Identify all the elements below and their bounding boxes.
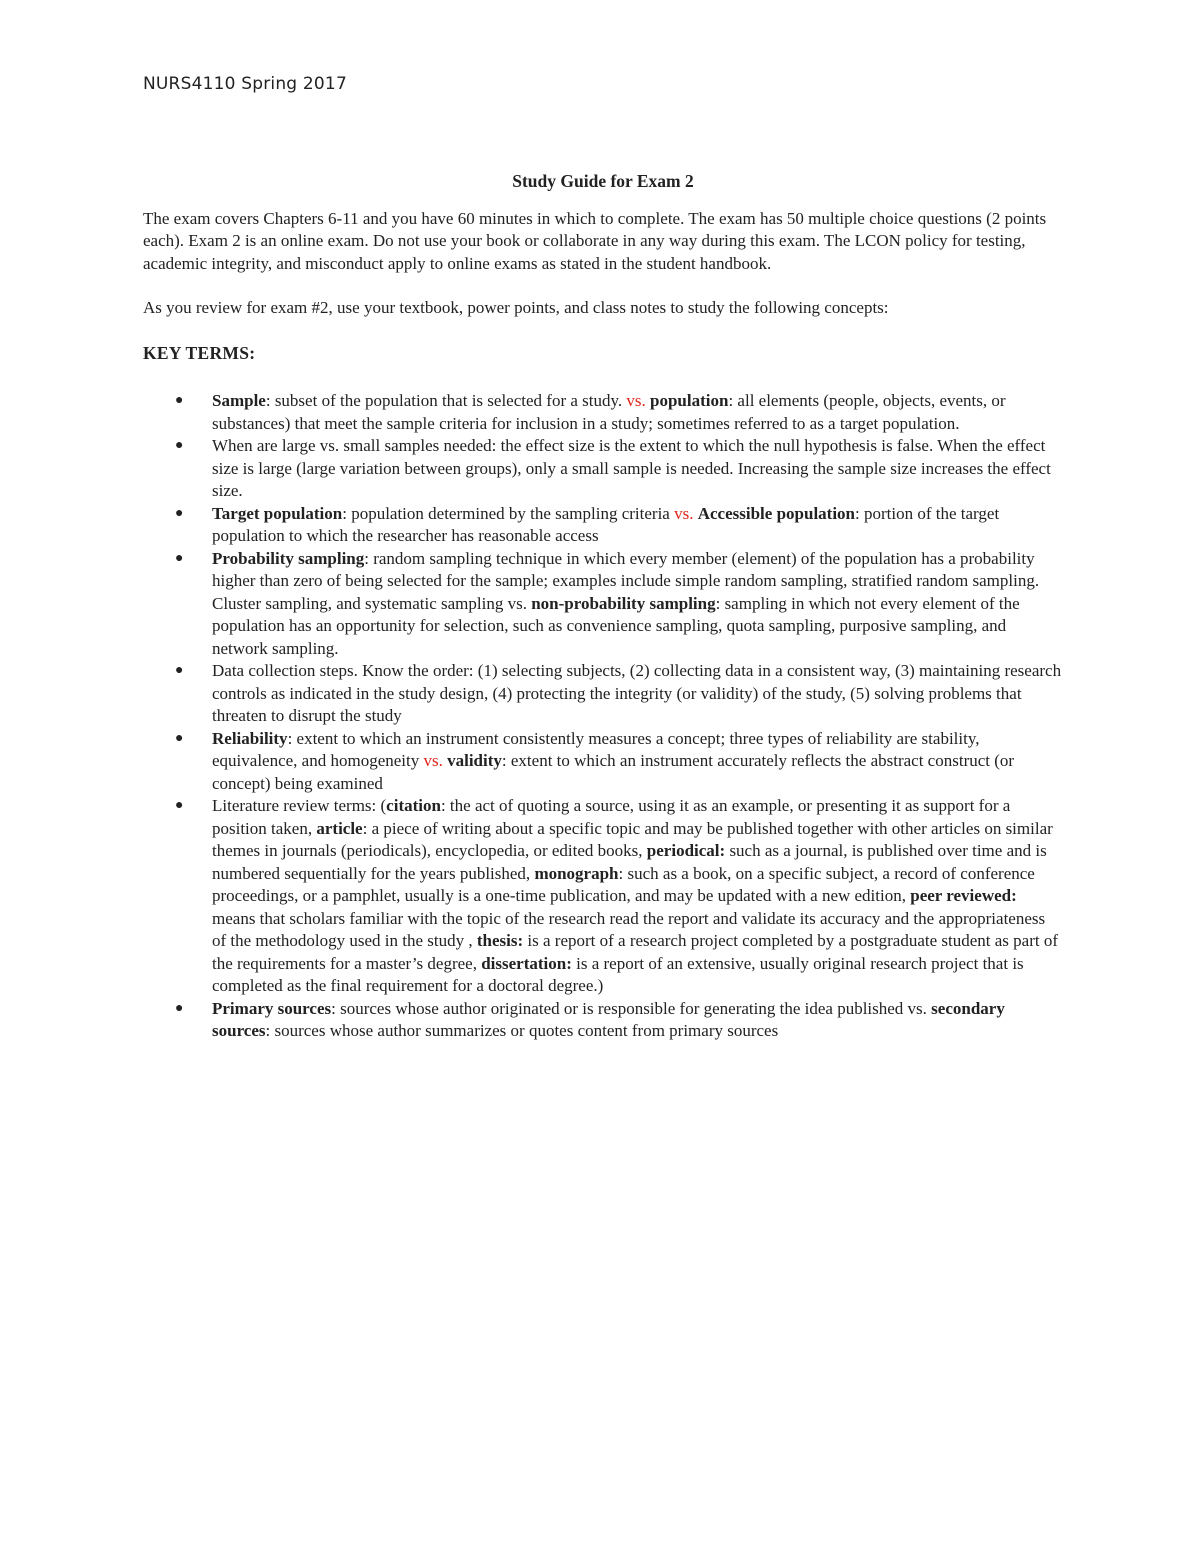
term-bold: Accessible population <box>697 503 856 523</box>
bullet-icon: ● <box>175 798 184 813</box>
list-item-sample-size <box>143 435 1063 503</box>
term-text: : all elements (people, objects, events, or substances) that meet the sample criteria for inclusion in a study; sometimes referred to as a target population. <box>212 391 1006 433</box>
term-bold: thesis: <box>476 931 524 950</box>
term-bold: Primary sources <box>212 998 332 1018</box>
key-terms-list <box>143 390 1063 1043</box>
list-item-data-collection <box>143 660 1063 728</box>
term-text: means that scholars familiar with the topic of the research read the report and validate its accuracy and the appropriateness of the methodology used in the study , <box>212 908 1046 950</box>
list-item-reliability <box>143 728 1063 796</box>
vs-marker: vs. <box>626 391 646 410</box>
vs-marker: vs. <box>423 751 443 770</box>
term-text: : such as a book, on a specific subject, a record of conference proceedings, or a pamphlet, usually is a one-time publication, and may be updated with a new edition, <box>212 863 1035 905</box>
term-text: When are large vs. small samples needed: the effect size is the extent to which the null hypothesis is false. When the effect size is large (large variation between groups), only a small sample is needed. Increasing the sample size increases the effect size. <box>212 436 1051 500</box>
term-text: : sources whose author originated or is responsible for generating the idea published vs. <box>331 998 932 1018</box>
term-text: is a report of an extensive, usually original research project that is completed as the final requirement for a doctoral degree.) <box>212 953 1024 995</box>
list-item-sample <box>143 390 1063 435</box>
term-bold: peer reviewed: <box>910 886 1017 905</box>
term-bold: Probability sampling <box>212 548 365 568</box>
term-text: : extent to which an instrument consistently measures a concept; three types of reliability are stability, equivalence, and homogeneity <box>212 728 980 770</box>
key-terms-heading: KEY TERMS: <box>143 342 256 363</box>
bullet-icon: ● <box>175 550 184 566</box>
document-title: Study Guide for Exam 2 <box>512 171 694 191</box>
term-text: : extent to which an instrument accurately reflects the abstract construct (or concept) being examined <box>212 751 1015 793</box>
term-bold: Sample <box>212 391 266 410</box>
term-text: : a piece of writing about a specific topic and may be published together with other articles on similar themes in journals (periodicals), encyclopedia, or edited books, <box>212 818 1053 860</box>
list-item-probability-sampling <box>143 548 1063 661</box>
term-bold: Target population <box>212 503 343 523</box>
term-bold: population <box>650 391 729 410</box>
document-body <box>143 170 1063 1043</box>
term-text: Data collection steps. Know the order: (1) selecting subjects, (2) collecting data in a consistent way, (3) maintaining research controls as indicated in the study design, (4) protecting the integrity (or validity) of the study, (5) solving problems that threaten to disrupt the study <box>212 661 1062 725</box>
term-bold: validity <box>447 751 502 770</box>
bullet-icon: ● <box>175 505 184 521</box>
vs-marker: vs. <box>674 503 694 523</box>
term-bold: article <box>316 818 363 838</box>
bullet-icon: ● <box>175 663 184 678</box>
bullet-icon: ● <box>175 1000 184 1016</box>
term-text: : the act of quoting a source, using it as an example, or presenting it as support for a position taken, <box>212 796 1011 838</box>
term-text: such as a journal, is published over time and is numbered sequentially for the years published, <box>212 841 1047 883</box>
term-bold: secondary sources <box>212 998 1005 1040</box>
term-bold: monograph <box>534 863 619 883</box>
term-text: : population determined by the sampling criteria <box>342 503 675 523</box>
term-text: : sampling in which not every element of the population has an opportunity for selection, such as convenience sampling, quota sampling, purposive sampling, and network sampling. <box>212 593 1020 658</box>
term-text: : subset of the population that is selected for a study. <box>265 391 627 410</box>
list-item-target-population <box>143 503 1063 548</box>
term-bold: Reliability <box>212 728 288 748</box>
term-text: is a report of a research project completed by a postgraduate student as part of the requirements for a master’s degree, <box>212 931 1058 973</box>
term-text: : portion of the target population to which the researcher has reasonable access <box>212 503 1000 545</box>
list-item-primary-sources <box>143 998 1063 1043</box>
intro-paragraph: The exam covers Chapters 6-11 and you have 60 minutes in which to complete. The exam has 50 multiple choice questions (2 points each). Exam 2 is an online exam. Do not use your book or collaborate in any way during this exam. The LCON policy for testing, academic integrity, and misconduct apply to online exams as stated in the student handbook. <box>143 208 1047 273</box>
review-paragraph: As you review for exam #2, use your textbook, power points, and class notes to study the following concepts: <box>143 298 889 317</box>
bullet-icon: ● <box>175 393 184 408</box>
term-bold: citation <box>386 796 441 815</box>
term-text: Literature review terms: ( <box>212 796 387 815</box>
bullet-icon: ● <box>175 438 184 453</box>
term-bold: periodical: <box>646 841 726 860</box>
list-item-literature-review <box>143 795 1063 998</box>
term-bold: non-probability sampling <box>531 593 716 613</box>
term-bold: dissertation: <box>481 953 572 973</box>
page-header: NURS4110 Spring 2017 <box>143 74 347 94</box>
term-text: : random sampling technique in which every member (element) of the population has a probability higher than zero of being selected for the sample; examples include simple random sampling, stratified random sampling. Cluster sampling, and systematic sampling vs. <box>212 548 1040 613</box>
bullet-icon: ● <box>175 730 184 746</box>
term-text: : sources whose author summarizes or quotes content from primary sources <box>265 1021 779 1040</box>
